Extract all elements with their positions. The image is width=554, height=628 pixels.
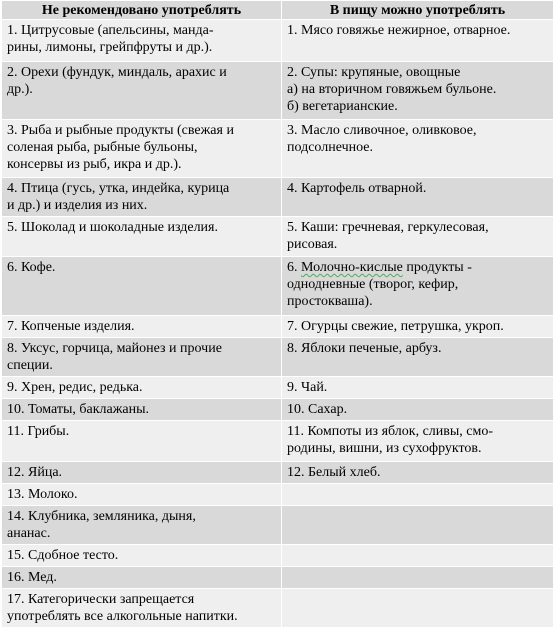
cell-line: 2. Супы: крупяные, овощные [287, 65, 461, 80]
table-row [2, 399, 554, 421]
cell-line: 9. Чай. [287, 380, 328, 395]
table-row [2, 338, 554, 377]
cell-not-recommended [2, 120, 282, 178]
cell-not-recommended [2, 567, 282, 589]
item-number: 6. [287, 260, 301, 275]
cell-line: 8. Уксус, горчица, майонез и прочие [7, 341, 222, 356]
table-row [2, 589, 554, 628]
cell-allowed [282, 399, 554, 421]
cell-not-recommended [2, 589, 282, 628]
table-row [2, 257, 554, 316]
cell-not-recommended [2, 545, 282, 567]
item-text: продукты - [402, 260, 472, 275]
cell-line: 9. Хрен, редис, редька. [7, 380, 143, 395]
cell-line: консервы из рыб, икра и др.). [7, 157, 182, 172]
table-row [2, 178, 554, 217]
table-row [2, 484, 554, 506]
cell-line: б) вегетарианские. [287, 99, 398, 114]
cell-line: рисовая. [287, 237, 338, 252]
cell-line: 16. Мед. [7, 570, 57, 585]
table-row [2, 20, 554, 62]
header-not-recommended: Не рекомендовано употреблять [2, 1, 282, 20]
table-row [2, 462, 554, 484]
cell-line: 1. Цитрусовые (апельсины, манда- [7, 23, 214, 38]
cell-line: 17. Категорически запрещается [7, 592, 195, 607]
cell-line: 7. Копченые изделия. [7, 319, 135, 334]
table-row [2, 377, 554, 399]
cell-line: 5. Шоколад и шоколадные изделия. [7, 220, 218, 235]
cell-line: 11. Компоты из яблок, сливы, смо- [287, 424, 494, 439]
cell-line: однодневные (творог, кефир, [287, 277, 459, 292]
cell-line: 13. Молоко. [7, 487, 78, 502]
cell-allowed [282, 178, 554, 217]
cell-line: и др.) и изделия из них. [7, 198, 148, 213]
cell-allowed [282, 377, 554, 399]
table-row [2, 62, 554, 120]
cell-line: соленая рыба, рыбные бульоны, [7, 140, 198, 155]
cell-line: 2. Орехи (фундук, миндаль, арахис и [7, 65, 227, 80]
table-row [2, 316, 554, 338]
table-row [2, 421, 554, 462]
cell-line: 4. Картофель отварной. [287, 181, 427, 196]
cell-line: 3. Рыба и рыбные продукты (свежая и [7, 123, 234, 138]
table-row [2, 120, 554, 178]
cell-not-recommended [2, 462, 282, 484]
cell-allowed [282, 421, 554, 462]
cell-line: рины, лимоны, грейпфруты и др.). [7, 40, 213, 55]
cell-line: 4. Птица (гусь, утка, индейка, курица [7, 181, 230, 196]
cell-allowed [282, 484, 554, 506]
table-header-row [2, 1, 554, 20]
cell-line: 10. Сахар. [287, 402, 348, 417]
cell-not-recommended [2, 399, 282, 421]
cell-not-recommended [2, 20, 282, 62]
cell-line: 10. Томаты, баклажаны. [7, 402, 149, 417]
cell-line: 7. Огурцы свежие, петрушка, укроп. [287, 319, 504, 334]
cell-allowed [282, 316, 554, 338]
cell-allowed [282, 120, 554, 178]
cell-allowed [282, 217, 554, 257]
cell-not-recommended [2, 377, 282, 399]
cell-line: 14. Клубника, земляника, дыня, [7, 509, 196, 524]
table-row [2, 506, 554, 545]
cell-not-recommended [2, 338, 282, 377]
cell-line: 1. Мясо говяжье нежирное, отварное. [287, 23, 511, 38]
cell-not-recommended [2, 421, 282, 462]
cell-line: специи. [7, 358, 53, 373]
cell-line: 12. Яйца. [7, 465, 63, 480]
cell-allowed [282, 20, 554, 62]
cell-not-recommended [2, 506, 282, 545]
table-row [2, 567, 554, 589]
cell-allowed [282, 506, 554, 545]
cell-line [287, 259, 548, 276]
cell-allowed [282, 589, 554, 628]
cell-line: 3. Масло сливочное, оливковое, [287, 123, 477, 138]
cell-line: простокваша). [287, 294, 373, 309]
cell-not-recommended [2, 178, 282, 217]
cell-line: 15. Сдобное тесто. [7, 548, 119, 563]
cell-not-recommended [2, 484, 282, 506]
spellcheck-marked-word: Молочно-кислые [301, 260, 403, 275]
cell-line: др.). [7, 82, 33, 97]
diet-table [1, 0, 554, 628]
cell-allowed [282, 545, 554, 567]
cell-not-recommended [2, 257, 282, 316]
cell-allowed [282, 338, 554, 377]
cell-line: 5. Каши: гречневая, геркулесовая, [287, 220, 489, 235]
cell-allowed [282, 62, 554, 120]
cell-line: подсолнечное. [287, 140, 374, 155]
cell-not-recommended [2, 316, 282, 338]
cell-line: употреблять все алкогольные напитки. [7, 609, 238, 624]
cell-not-recommended [2, 62, 282, 120]
cell-line: ананас. [7, 526, 51, 541]
table-row [2, 545, 554, 567]
cell-line: 6. Кофе. [7, 260, 56, 275]
table-row [2, 217, 554, 257]
cell-line: родины, вишни, из сухофруктов. [287, 441, 482, 456]
cell-line: 11. Грибы. [7, 424, 70, 439]
cell-line: 8. Яблоки печеные, арбуз. [287, 341, 442, 356]
cell-line: а) на вторичном говяжьем бульоне. [287, 82, 497, 97]
cell-allowed [282, 567, 554, 589]
cell-allowed [282, 257, 554, 316]
header-allowed: В пищу можно употреблять [282, 1, 554, 20]
cell-line: 12. Белый хлеб. [287, 465, 381, 480]
cell-allowed [282, 462, 554, 484]
cell-not-recommended [2, 217, 282, 257]
